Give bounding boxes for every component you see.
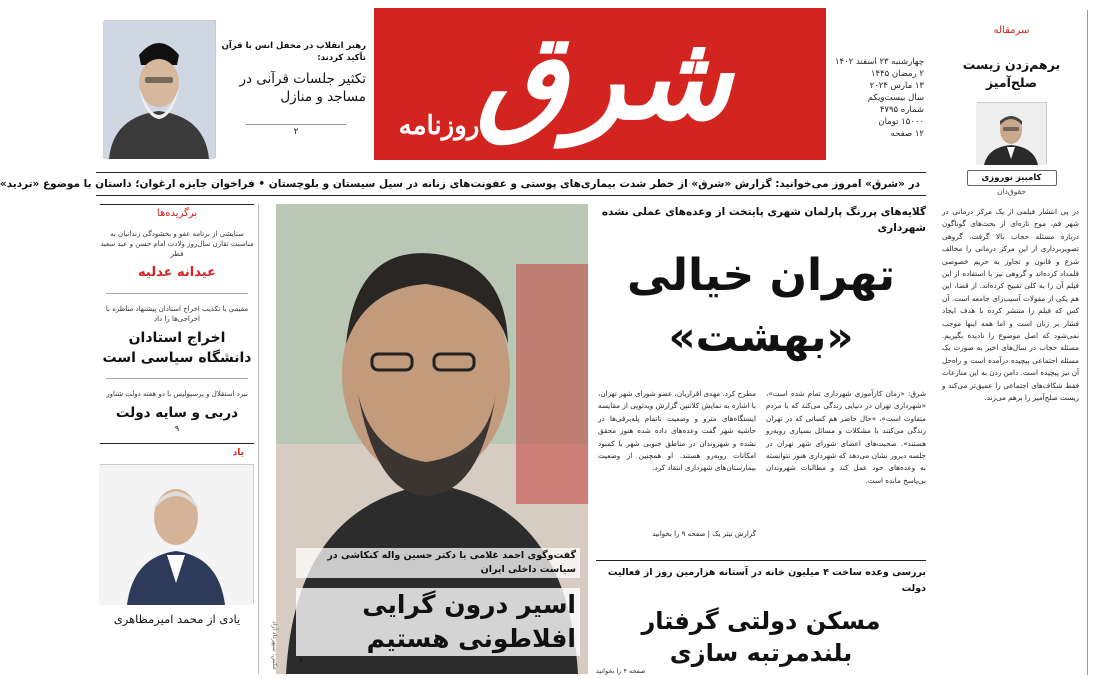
- sidebar: [100, 204, 254, 679]
- lead-title-2[interactable]: «بهشت»: [668, 312, 854, 361]
- date-line: ۱۳ مارس ۲۰۲۴: [869, 81, 924, 91]
- date-line: ۲ رمضان ۱۴۴۵: [870, 69, 924, 79]
- date-line: ۱۲ صفحه: [890, 129, 924, 139]
- interview-photo-credit: عکس: سپهرداد آزاد: [271, 620, 278, 670]
- editorial-author-photo: [977, 102, 1047, 164]
- sidebar-memory-label: یاد: [100, 443, 254, 460]
- date-line: چهارشنبه ۲۳ اسفند ۱۴۰۲: [834, 57, 924, 67]
- masthead-logo-sub: روزنامه: [398, 111, 480, 141]
- sidebar-divider: [106, 293, 248, 294]
- sidebar-item3-title[interactable]: دربی و سایه دولت: [115, 405, 239, 421]
- interview-page-ref: ۶: [298, 656, 304, 665]
- lead-kicker: گلایه‌های پررنگ پارلمان شهری پایتخت از وعده‌های عملی نشده شهرداری: [601, 206, 926, 234]
- housing-page-ref: صفحه ۴ را بخوانید: [596, 667, 646, 675]
- interview-title-2[interactable]: افلاطونی هستیم: [296, 622, 580, 656]
- memory-portrait-icon: [99, 465, 253, 605]
- lead-body-right: شرق: «زمان کارآموزی شهرداری تمام شده است»، «شهرداری تهران در دنیایی زندگی می‌کند که با مردم متفاوت است»، «حال حاضر هم کسانی که در تهران زندگی می‌کنند با مشکلات و مسائل بسیاری روبه‌رو هستند». صحبت‌های اعضای شورای شهر تهران در جلسه دیروز نشان می‌دهد که شهرداری هنوز نتوانسته به وعده‌های خود عمل کند و مطالبات شهروندان بی‌پاسخ مانده است.: [763, 389, 927, 485]
- masthead-logo-text: شرق: [476, 7, 732, 146]
- date-line: سال بیست‌ویکم: [867, 93, 924, 103]
- interview-kicker: گفت‌وگوی احمد غلامی با دکتر حسین واله کنکاشی در سیاست داخلی ایران: [296, 548, 580, 578]
- ticker-text[interactable]: در «شرق» امروز می‌خوانید: گزارش «شرق» از خطر شدت بیماری‌های پوستی و عفونت‌های زنانه در سیل سیستان و بلوچستان • فراخوان جایزه ارغوان؛ داستان با موضوع «تردید»: [0, 178, 920, 190]
- sidebar-item3-kicker: نبرد استقلال و پرسپولیس با دو هفته دولت شناور: [106, 390, 248, 398]
- editorial-title: برهم‌زدن زیست صلح‌آمیز: [962, 57, 1061, 90]
- lead-body-left: مطرح کرد. مهدی اقراریان، عضو شورای شهر تهران، با اشاره به نمایش کلاتنین گزارش ویدئویی از مقایسه ایستگاه‌های مترو و وضعیت ناتمام پله‌برقی‌ها در حاشیه شهر گفت وعده‌های داده شده هنوز محقق نشده و شهروندان در مناطق جنوبی شهر با کمبود امکانات روبه‌رو هستند. او همچنین از وضعیت بیمارستان‌های شهرداری انتقاد کرد.: [595, 389, 757, 473]
- editorial-column: [936, 10, 1088, 675]
- date-line: شماره ۴۷۹۵: [879, 105, 924, 115]
- housing-kicker: بررسی وعده ساخت ۴ میلیون خانه در آستانه هزارمین روز از فعالیت دولت: [607, 567, 926, 594]
- lead-story: [596, 198, 926, 558]
- ticker-bar: [0, 172, 926, 196]
- housing-title-1[interactable]: مسکن دولتی گرفتار: [641, 607, 881, 635]
- top-left-headline: تکثیر جلسات قرآنی در مساجد و منازل: [239, 71, 366, 105]
- author-photo-icon: [976, 103, 1046, 165]
- sidebar-item1-title[interactable]: عیدانه عدلیه: [138, 265, 216, 280]
- editorial-label: سرمقاله: [993, 25, 1030, 36]
- leader-portrait-icon: [103, 21, 215, 159]
- editorial-body: در پی انتشار فیلمی از یک مرکز درمانی در شهر قم، موج تازه‌ای از بحث‌های گوناگون درباره مسئله حجاب بالا گرفت. گروهی تصویربرداری از این مرکز درمانی را مخالف شرع و قانون و تجاوز به حریم خصوصی قلمداد کرده‌اند و گروهی نیز با استفاده از این فیلم آن را به کلی تقبیح کرده‌اند. از قضا، این هم یکی از مقولات آسیب‌زای جامعه است. آن کس که فیلم را منتشر کرده با هدف ایجاد فشار بر زنان است و اما همه اینها موجب نمی‌شود که اصل موضوع را نادیده بگیریم. مسئله حجاب در سال‌های اخیر به صورت یک مسئله اجتماعی پیچیده درآمده است و راه‌حل آن نیز پیچیده است. دامن زدن به این منازعات فقط شکاف‌های اجتماعی را عمیق‌تر می‌کند و زیست صلح‌آمیز را برهم می‌زند.: [939, 207, 1080, 403]
- housing-title-2[interactable]: بلندمرتبه سازی: [669, 639, 853, 667]
- top-left-headline-block: [220, 40, 366, 106]
- editorial-author-role: حقوق‌دان: [996, 187, 1027, 196]
- sidebar-picks-label: برگزیده‌ها: [100, 204, 254, 221]
- top-left-kicker: رهبر انقلاب در محفل انس با قرآن تأکید کردند:: [221, 41, 366, 63]
- sidebar-divider: [106, 378, 248, 379]
- sidebar-memory-title[interactable]: یادی از محمد امیرمظاهری: [113, 612, 241, 626]
- date-line: ۱۵۰۰۰ تومان: [878, 117, 924, 127]
- masthead-date-block: [834, 56, 924, 140]
- masthead-logo: [374, 8, 826, 160]
- interview-title-1[interactable]: اسیر درون گرایی: [296, 588, 580, 622]
- sidebar-item2-kicker: مقیمی با تکذیب اخراج استادان پیشنهاد مناظره با اخراجی‌ها را داد: [105, 305, 249, 323]
- sidebar-item3-ref: ۹: [174, 424, 180, 433]
- editorial-author: کامبیز نوروزی: [967, 170, 1057, 186]
- lead-page-ref[interactable]: گزارش تیتر یک | صفحه ۹ را بخوانید: [652, 530, 756, 538]
- sidebar-item1-kicker: ستایشی از برنامه عفو و بخشودگی زندانیان به مناسبت تقارن سال‌روز ولادت امام حسن و عید سعید فطر: [100, 230, 254, 258]
- column-divider: [258, 204, 259, 674]
- leader-portrait: [104, 20, 216, 158]
- memory-portrait: [100, 464, 254, 604]
- top-left-page-ref: ۲: [246, 124, 346, 137]
- housing-story: [596, 560, 926, 675]
- interview-text-block: [296, 548, 580, 656]
- lead-title-1[interactable]: تهران خیالی: [626, 250, 896, 301]
- sidebar-item2-title[interactable]: اخراج استادان دانشگاه سیاسی است: [102, 330, 252, 366]
